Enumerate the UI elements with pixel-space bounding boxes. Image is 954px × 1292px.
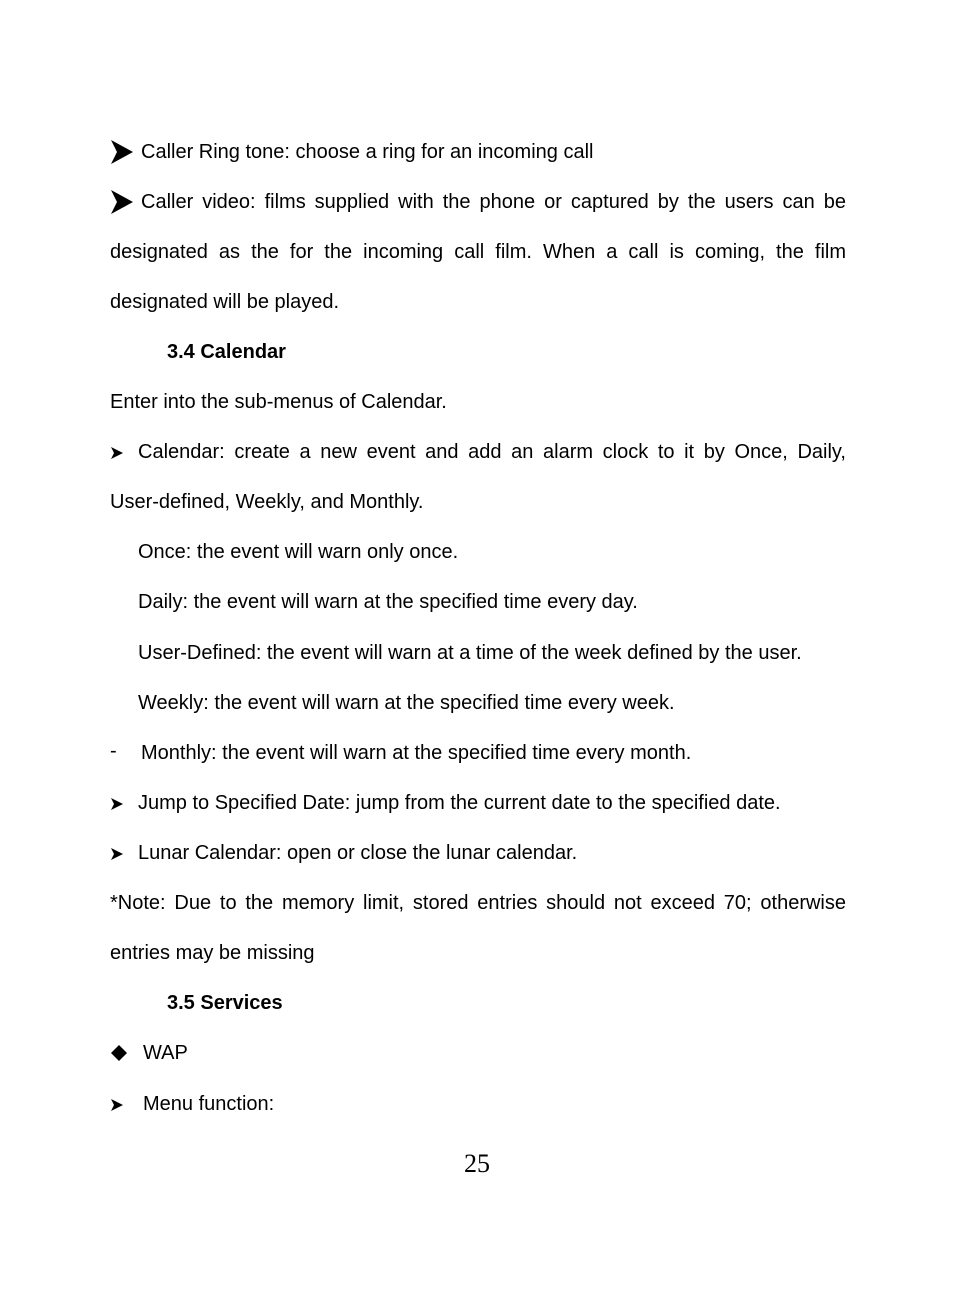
text-line: *Note: Due to the memory limit, stored entries should not exceed 70; otherwise <box>110 892 846 914</box>
arrowhead-bullet-icon <box>110 778 126 828</box>
text-line: Monthly: the event will warn at the specified time every month. <box>141 742 692 764</box>
page-number: 25 <box>464 1149 490 1178</box>
arrowhead-bullet-icon <box>110 427 126 477</box>
text-line: entries may be missing <box>110 942 315 964</box>
text-line: Weekly: the event will warn at the specified time every week. <box>138 692 675 714</box>
text-line: Calendar: create a new event and add an alarm clock to it by Once, Daily, <box>138 441 846 463</box>
text-line: Enter into the sub-menus of Calendar. <box>110 391 447 413</box>
text-line: Caller Ring tone: choose a ring for an incoming call <box>141 141 594 163</box>
arrowhead-bullet-icon <box>110 177 136 227</box>
text-line: designated as the for the incoming call film. When a call is coming, the film <box>110 241 846 263</box>
diamond-bullet-icon <box>110 1028 130 1078</box>
section-heading: 3.5 Services <box>167 992 283 1014</box>
text-line: Once: the event will warn only once. <box>138 541 459 563</box>
text-line: Daily: the event will warn at the specified time every day. <box>138 591 638 613</box>
text-line: designated will be played. <box>110 291 340 313</box>
text-line: Jump to Specified Date: jump from the current date to the specified date. <box>138 792 781 814</box>
text-line: User-Defined: the event will warn at a time of the week defined by the user. <box>138 642 802 664</box>
text-line: Caller video: films supplied with the phone or captured by the users can be <box>141 191 846 213</box>
arrowhead-bullet-icon <box>110 1079 126 1129</box>
arrowhead-bullet-icon <box>110 828 126 878</box>
text-line: Lunar Calendar: open or close the lunar calendar. <box>138 842 578 864</box>
text-line: User-defined, Weekly, and Monthly. <box>110 491 424 513</box>
dash-marker: - <box>110 740 117 762</box>
text-line: WAP <box>143 1042 188 1064</box>
text-line: Menu function: <box>143 1093 275 1115</box>
section-heading: 3.4 Calendar <box>167 341 286 363</box>
arrowhead-bullet-icon <box>110 127 136 177</box>
